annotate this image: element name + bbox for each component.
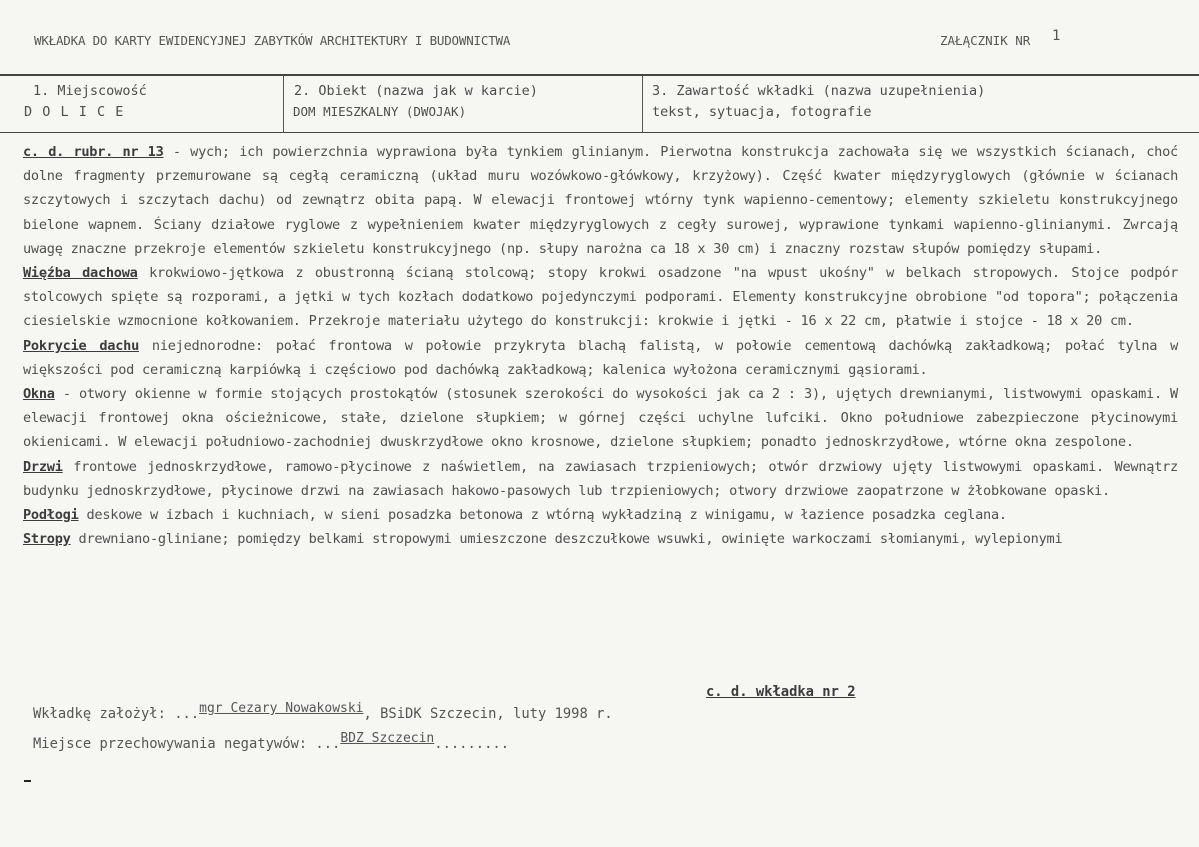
- section-label: Pokrycie dachu: [23, 337, 140, 354]
- section-text: drewniano-gliniane; pomiędzy belkami stropowymi umieszczone deszczułkowe wsuwki, owinięte warkoczami słomianymi, wylepionymi: [70, 531, 1063, 548]
- section-text: niejednorodne: połać frontowa w połowie przykryta blachą falistą, w połowie cementową dachówką zakładkową; połać tylna w większości pod ceramiczną karpiówką i częściowo pod dachówką zakładkową; kalenica wyłożona ceramicznymi gąsiorami.: [23, 337, 1179, 378]
- section-text: - wych; ich powierzchnia wyprawiona była tynkiem glinianym. Pierwotna konstrukcja zachowała się we wszystkich ścianach, choć dolne fragmenty przemurowane są cegłą ceramiczną (układ muru wozówkowo-główkowy, krzyżowy). Część kwater międzyryglowych (głównie w ścianach szczytowych i szczytach dachu) od zewnątrz obita papą. W elewacji frontowej wtórny tynk wapienno-cementowy; elementy szkieletu konstrukcyjnego bielone wapnem. Ściany działowe ryglowe z wypełnieniem kwater międzyryglowych z cegły surowej, wyprawione tynkami wapienno-glinianymi. Zwrcają uwagę znaczne przekroje elementów szkieletu konstrukcyjnego (np. słupy narożna ca 18 x 30 cm) i znaczny rozstaw słupów pomiędzy słupami.: [23, 144, 1178, 257]
- object-value: DOM MIESZKALNY (DWOJAK): [293, 104, 467, 119]
- section-walls: [23, 140, 1178, 261]
- continuation-note: c. d. wkładka nr 2: [706, 684, 856, 700]
- margin-mark: [24, 780, 31, 782]
- section-label: Stropy: [23, 531, 71, 548]
- annex-label: ZAŁĄCZNIK NR: [940, 33, 1031, 48]
- place-value: D O L I C E: [24, 104, 125, 120]
- section-roof-covering: [23, 334, 1178, 382]
- negatives-line: [33, 731, 510, 752]
- section-doors: [23, 455, 1178, 503]
- founder-line: [33, 701, 613, 722]
- description-body: [23, 140, 1178, 551]
- section-label: Okna: [23, 386, 55, 403]
- negatives-dots: .........: [434, 736, 510, 752]
- negatives-label: Miejsce przechowywania negatywów: ...: [33, 736, 341, 752]
- section-text: frontowe jednoskrzydłowe, ramowo-płycinowe z naświetlem, na zawiasach trzpieniowych; otwór drzwiowy ujęty listwowymi opaskami. Wewnątrz budynku jednoskrzydłowe, płycinowe drzwi na zawiasach hakowo-pasowych lub trzpieniowych; otwory drzwiowe zaopatrzone w żłobkowane opaski.: [23, 458, 1178, 499]
- fields-bottom-rule: [0, 132, 1199, 133]
- place-label: 1. Miejscowość: [33, 83, 147, 99]
- section-text: krokwiowo-jętkowa z obustronną ścianą stolcową; stopy krokwi osadzone "na wpust ukośny" w belkach stropowych. Stojce podpór stolcowych spięte są rozporami, a jętki w tych kozłach dodatkowo pojedynczymi podporami. Elementy konstrukcyjne obrobione "od topora"; połączenia ciesielskie wzmocnione kołkowaniem. Przekroje materiału użytego do konstrukcji: krokwie i jętki - 16 x 22 cm, płatwie i stojce - 18 x 20 cm.: [23, 265, 1179, 330]
- top-rule: [0, 74, 1199, 76]
- section-floors: [23, 503, 1178, 527]
- section-ceilings: [23, 527, 1178, 551]
- founder-label: Wkładkę założył: ...: [33, 706, 200, 722]
- section-text: - otwory okienne w formie stojących prostokątów (stosunek szerokości do wysokości jak ca 2 : 3), ujętych drewnianymi, listwowymi opaskami. W elewacji frontowej okna ościeżnicowe, stałe, dzielone słupkiem; w górnej części uchylne lufciki. Okno południowe zabezpieczone płycinowymi okienicami. W elewacji południowo-zachodniej dwuskrzydłowe okno krosnowe, dzielone słupkiem; ponadto jednoskrzydłowe, wtórne okna zespolone.: [23, 386, 1178, 451]
- section-label: Więźba dachowa: [23, 265, 138, 282]
- section-label: c. d. rubr. nr 13: [23, 144, 164, 160]
- annex-number: 1: [1052, 28, 1061, 44]
- negatives-value: BDZ Szczecin: [340, 731, 435, 746]
- content-label: 3. Zawartość wkładki (nazwa uzupełnienia): [652, 83, 986, 99]
- section-label: Drzwi: [23, 458, 63, 475]
- section-windows: [23, 382, 1178, 455]
- founder-rest: , BSiDK Szczecin, luty 1998 r.: [363, 706, 613, 722]
- section-roof-truss: [23, 261, 1178, 334]
- content-value: tekst, sytuacja, fotografie: [652, 104, 872, 120]
- section-text: deskowe w izbach i kuchniach, w sieni posadzka betonowa z wtórną wykładziną z winigamu, w łazience posadzka ceglana.: [78, 507, 1007, 524]
- document-title: WKŁADKA DO KARTY EWIDENCYJNEJ ZABYTKÓW ARCHITEKTURY I BUDOWNICTWA: [34, 33, 511, 48]
- section-label: Podłogi: [23, 507, 79, 524]
- field-divider-2: [642, 75, 643, 133]
- field-divider-1: [283, 75, 284, 133]
- object-label: 2. Obiekt (nazwa jak w karcie): [294, 83, 538, 99]
- founder-name: mgr Cezary Nowakowski: [199, 701, 364, 716]
